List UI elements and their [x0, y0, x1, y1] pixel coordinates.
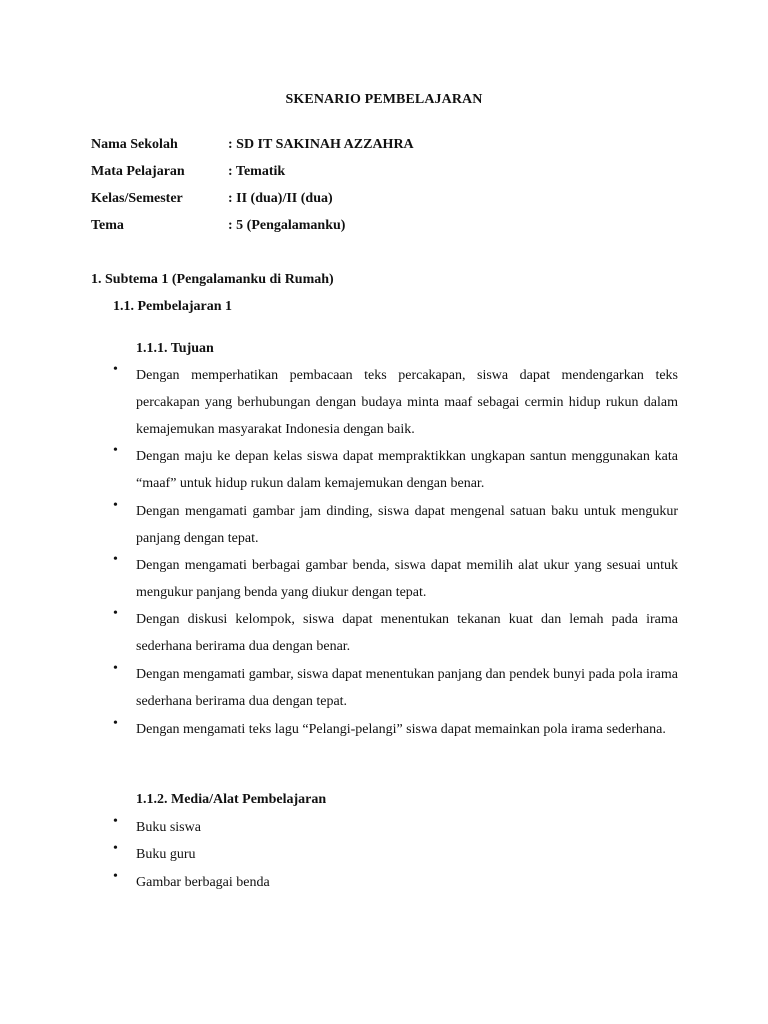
- info-value: : 5 (Pengalamanku): [228, 218, 346, 233]
- list-item-text: Buku guru: [136, 847, 196, 862]
- bullet-icon: •: [113, 814, 118, 829]
- list-item-text: Buku siswa: [136, 820, 201, 835]
- list-item-text: Dengan memperhatikan pembacaan teks percakapan, siswa dapat mendengarkan teks percakapan yang berhubungan dengan budaya minta maaf sebagai cermin hidup rukun dalam kemajemukan masyarakat Indonesia dengan baik.: [136, 368, 678, 437]
- info-label: Tema: [91, 218, 124, 233]
- pembelajaran-heading: 1.1. Pembelajaran 1: [113, 299, 232, 314]
- info-value: : SD IT SAKINAH AZZAHRA: [228, 137, 414, 152]
- subtema-heading: 1. Subtema 1 (Pengalamanku di Rumah): [91, 272, 334, 287]
- bullet-icon: •: [113, 606, 118, 621]
- info-value: : II (dua)/II (dua): [228, 191, 333, 206]
- tujuan-heading: 1.1.1. Tujuan: [136, 341, 214, 356]
- info-label: Mata Pelajaran: [91, 164, 185, 179]
- bullet-icon: •: [113, 716, 118, 731]
- list-item-text: Dengan maju ke depan kelas siswa dapat mempraktikkan ungkapan santun menggunakan kata “maaf” untuk hidup rukun dalam kemajemukan dengan benar.: [136, 449, 678, 491]
- bullet-icon: •: [113, 869, 118, 884]
- bullet-icon: •: [113, 661, 118, 676]
- media-heading: 1.1.2. Media/Alat Pembelajaran: [136, 792, 327, 807]
- bullet-icon: •: [113, 362, 118, 377]
- bullet-icon: •: [113, 443, 118, 458]
- list-item-text: Gambar berbagai benda: [136, 875, 270, 890]
- list-item-text: Dengan diskusi kelompok, siswa dapat menentukan tekanan kuat dan lemah pada irama sederhana berirama dua dengan benar.: [136, 612, 678, 654]
- list-item-text: Dengan mengamati berbagai gambar benda, siswa dapat memilih alat ukur yang sesuai untuk mengukur panjang benda yang diukur dengan tepat.: [136, 558, 678, 600]
- bullet-icon: •: [113, 841, 118, 856]
- document-title: SKENARIO PEMBELAJARAN: [285, 92, 483, 107]
- list-item-text: Dengan mengamati gambar, siswa dapat menentukan panjang dan pendek bunyi pada pola irama sederhana berirama dua dengan tepat.: [136, 667, 678, 709]
- info-label: Nama Sekolah: [91, 137, 178, 152]
- bullet-icon: •: [113, 552, 118, 567]
- bullet-icon: •: [113, 498, 118, 513]
- list-item-text: Dengan mengamati gambar jam dinding, siswa dapat mengenal satuan baku untuk mengukur panjang dengan tepat.: [136, 504, 678, 546]
- info-value: : Tematik: [228, 164, 286, 179]
- info-label: Kelas/Semester: [91, 191, 183, 206]
- list-item-text: Dengan mengamati teks lagu “Pelangi-pelangi” siswa dapat memainkan pola irama sederhana.: [136, 722, 666, 737]
